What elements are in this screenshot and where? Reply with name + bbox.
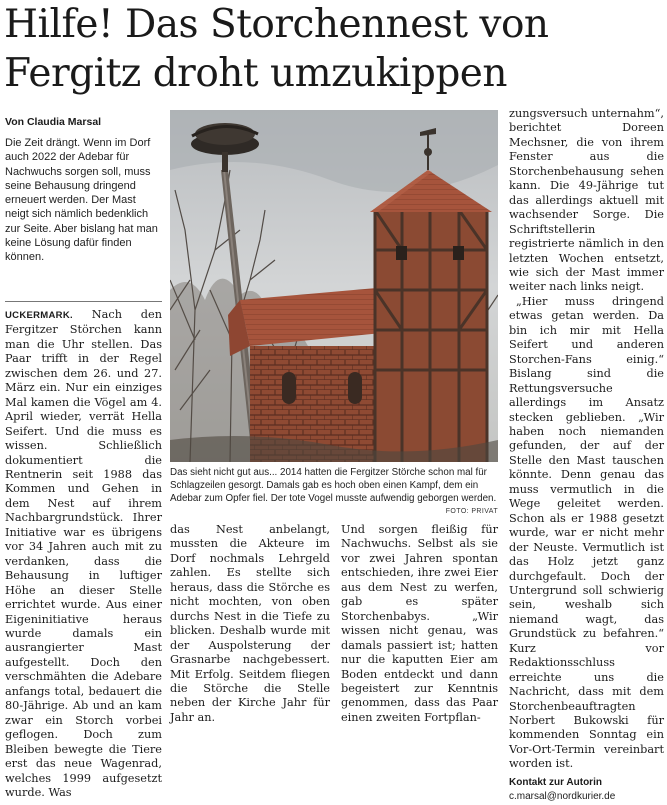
photo-credit: FOTO: PRIVAT	[445, 508, 498, 515]
lead-paragraph: Die Zeit drängt. Wenn im Dorf auch 2022 der Adebar für Nachwuchs sorgen soll, muss seine Behausung dringend erneuert werden. Der Mast neigt sich nämlich bedenklich zur Seite. Aber bislang hat man keine Lösung dafür finden können.	[5, 137, 158, 264]
photo-caption: Das sieht nicht gut aus... 2014 hatten die Fergitzer Störche schon mal für Schlagzeilen gesorgt. Damals gab es hoch oben einen Kampf, dem ein Adebar zum Opfer fiel. Der tote Vogel musste aufwendig geborgen werden.	[170, 467, 497, 505]
column-4-paragraph-2: „Hier muss dringend etwas getan werden. Da bin ich mir mit Hella Seifert und anderen Storchen-Fans einig.“ Bislang sind die Rettungsversuche allerdings im Ansatz stecken geblieben. „Wir haben noch niemanden gefunden, der auf der Stelle den Mast tauschen könnte. Denn genau das muss vermutlich in die Wege geleitet werden. Schon als er 1988 gesetzt wurde, war er nicht mehr der Neuste. Vermutlich ist das Holz jetzt ganz durchgefault. Doch der Untergrund soll schwierig sein, weshalb sich niemand wagt, das Grundstück zu befahren.“ Kurz vor Redaktionsschluss erreichte uns die Nachricht, dass mit dem Storchenbeauftragten Norbert Bukowski für kommenden Sonntag ein Vor-Ort-Termin vereinbart worden ist.	[509, 294, 664, 771]
headline	[4, 0, 664, 98]
dateline: UCKERMARK.	[5, 310, 73, 321]
column-3-text: Und sorgen fleißig für Nachwuchs. Selbst als sie vor zwei Jahren spontan entschieden, ihre zwei Eier aus dem Nest zu werfen, gab es später Storchenbabys. „Wir wissen nicht genau, was damals passiert ist; hatten nur die kaputten Eier am Boden entdeckt und dann begeistert zur Kenntnis genommen, dass das Paar einen zweiten Fortpflan-	[341, 523, 498, 724]
body-column-4	[509, 107, 664, 805]
body-column-2	[170, 523, 330, 725]
byline: Von Claudia Marsal	[5, 116, 102, 128]
church-with-stork-nest-image	[170, 110, 498, 462]
column-4-paragraph-1: zungsversuch unternahm“, berichtet Doreen Mechsner, die von ihrem Fenster aus die Storchenbehausung sehen kann. Die 49-Jährige tut das allerdings aktuell mit wachsender Sorge. Die Schriftstellerin registrierte nämlich in den letzten Wochen entsetzt, wie sich der Mast immer weiter nach links neigt.	[509, 107, 664, 294]
column-1-text: Nach den Fergitzer Störchen kann man die Uhr stellen. Das Paar trifft in der Regel zwischen dem 26. und 27. März ein. Nur ein einziges Mal kamen die Vögel am 4. April wieder, verrät Hella Seifert. Und die muss es wissen. Schließlich dokumentiert die Rentnerin seit 1988 das Kommen und Gehen in dem Nest auf ihrem Nachbargrundstück. Ihrer Initiative war es übrigens vor 34 Jahren auch mit zu verdanken, dass die Behausung in luftiger Höhe an dieser Stelle errichtet wurde. Aus einer Eigeninitiative heraus wurde damals ein ausrangierter Mast aufgestellt. Doch den verschmähten die Adebare anfangs total, bedauert die 80-Jährige. Ab und an kam zwar ein Storch vorbei geflogen. Doch zum Bleiben bewegte die Tiere erst das neue Wagenrad, welches 1999 aufgesetzt wurde. Was	[5, 308, 162, 799]
headline-line-1: Hilfe! Das Storchennest von	[4, 2, 549, 47]
column-2-text: das Nest anbelangt, mussten die Akteure im Dorf nochmals Lehrgeld zahlen. Es stellte sich heraus, dass die Störche es nicht mochten, von oben durchs Nest in die Tiefe zu blicken. Deshalb wurde mit der Auspolsterung der Grasnarbe nachgebessert. Mit Erfolg. Seitdem fliegen die Störche die Stelle neben der Kirche Jahr für Jahr an.	[170, 523, 330, 724]
body-column-3	[341, 523, 498, 725]
contact-title: Kontakt zur Autorin	[509, 776, 602, 788]
lead-divider	[5, 301, 162, 302]
headline-line-2: Fergitz droht umzukippen	[4, 51, 507, 96]
contact-email[interactable]: c.marsal@nordkurier.de	[509, 791, 616, 803]
body-column-1	[5, 308, 162, 800]
author-contact	[509, 776, 664, 805]
article-photo	[170, 110, 498, 462]
